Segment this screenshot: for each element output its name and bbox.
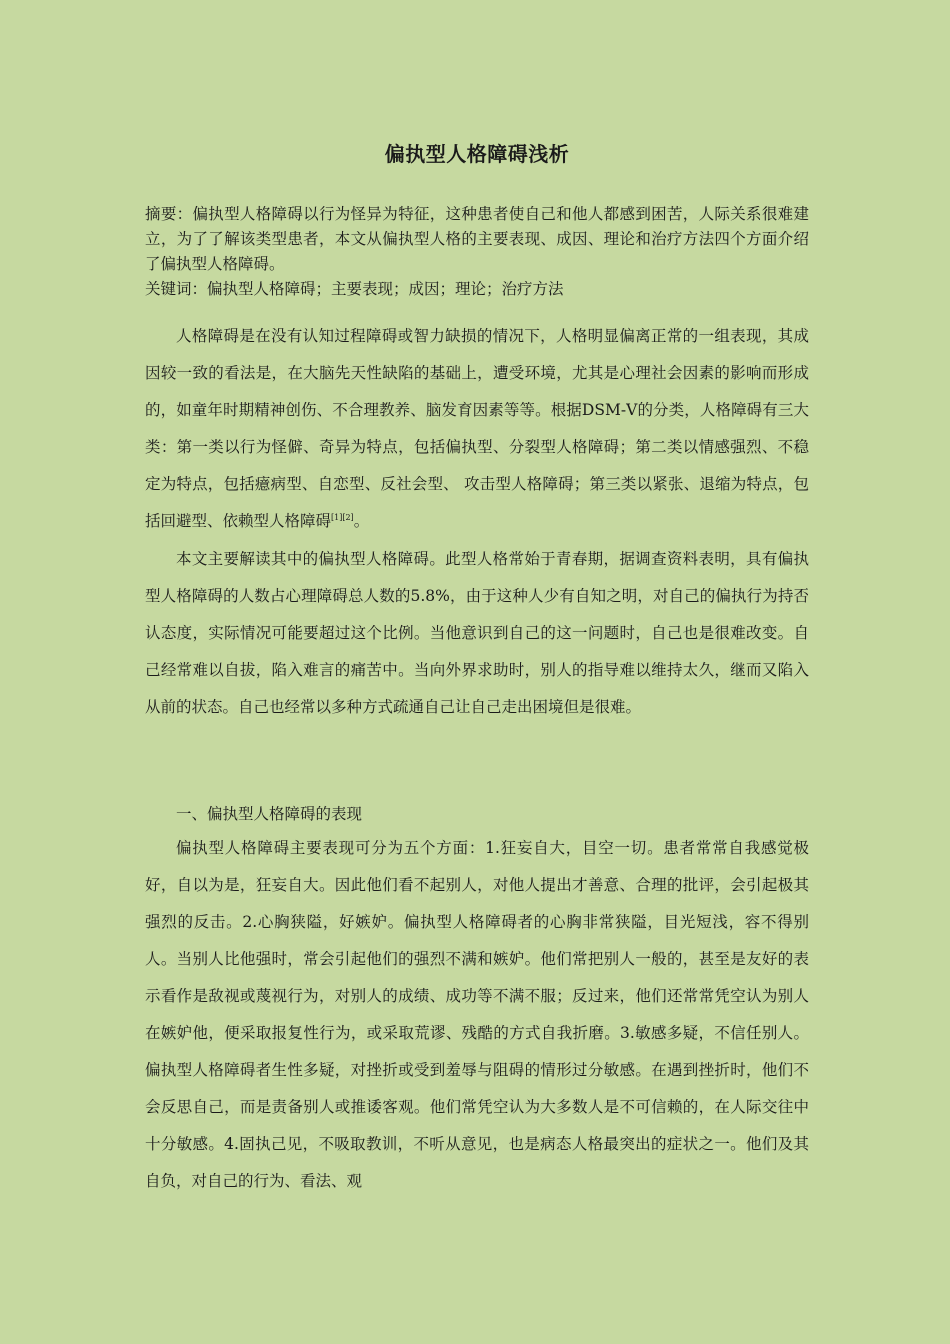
citation-refs: [1][2] bbox=[331, 512, 354, 522]
body-paragraph-3: 偏执型人格障碍主要表现可分为五个方面：1.狂妄自大，目空一切。患者常常自我感觉极好，自以为是，狂妄自大。因此他们看不起别人，对他人提出才善意、合理的批评，会引起极其强烈的反击。2.心胸狭隘，好嫉妒。偏执型人格障碍者的心胸非常狭隘，目光短浅，容不得别人。当别人比他强时，常会引起他们的强烈不满和嫉妒。他们常把别人一般的，甚至是友好的表示看作是敌视或蔑视行为，对别人的成绩、成功等不满不服；反过来，他们还常常凭空认为别人在嫉妒他，便采取报复性行为，或采取荒谬、残酷的方式自我折磨。3.敏感多疑，不信任别人。偏执型人格障碍者生性多疑，对挫折或受到羞辱与阻碍的情形过分敏感。在遇到挫折时，他们不会反思自己，而是责备别人或推诿客观。他们常凭空认为大多数人是不可信赖的，在人际交往中十分敏感。4.固执己见，不吸取教训，不听从意见，也是病态人格最突出的症状之一。他们及其自负，对自己的行为、看法、观 bbox=[145, 839, 809, 1190]
abstract: 摘要：偏执型人格障碍以行为怪异为特征，这种患者使自己和他人都感到困苦，人际关系很难建立，为了了解该类型患者，本文从偏执型人格的主要表现、成因、理论和治疗方法四个方面介绍了偏执型人格障碍。 bbox=[145, 205, 809, 273]
body-paragraph-1 bbox=[145, 318, 809, 540]
paragraph-1-end: 。 bbox=[353, 512, 370, 530]
paragraph-1-text: 人格障碍是在没有认知过程障碍或智力缺损的情况下，人格明显偏离正常的一组表现，其成因较一致的看法是，在大脑先天性缺陷的基础上，遭受环境，尤其是心理社会因素的影响而形成的，如童年时期精神创伤、不合理教养、脑发育因素等等。根据DSM-Ⅴ的分类，人格障碍有三大类：第一类以行为怪僻、奇异为特点，包括偏执型、分裂型人格障碍；第二类以情感强烈、不稳定为特点，包括癔病型、自恋型、反社会型、 攻击型人格障碍；第三类以紧张、退缩为特点，包括回避型、依赖型人格障碍 bbox=[145, 327, 809, 530]
section-heading-1: 一、偏执型人格障碍的表现 bbox=[176, 805, 363, 823]
keywords: 关键词：偏执型人格障碍；主要表现；成因；理论；治疗方法 bbox=[145, 280, 564, 298]
body-paragraph-2: 本文主要解读其中的偏执型人格障碍。此型人格常始于青春期，据调查资料表明，具有偏执型人格障碍的人数占心理障碍总人数的5.8%，由于这种人少有自知之明，对自己的偏执行为持否认态度，实际情况可能要超过这个比例。当他意识到自己的这一问题时，自己也是很难改变。自己经常难以自拔，陷入难言的痛苦中。当向外界求助时，别人的指导难以维持太久，继而又陷入从前的状态。自己也经常以多种方式疏通自己让自己走出困境但是很难。 bbox=[145, 550, 809, 716]
document-title: 偏执型人格障碍浅析 bbox=[384, 142, 570, 166]
